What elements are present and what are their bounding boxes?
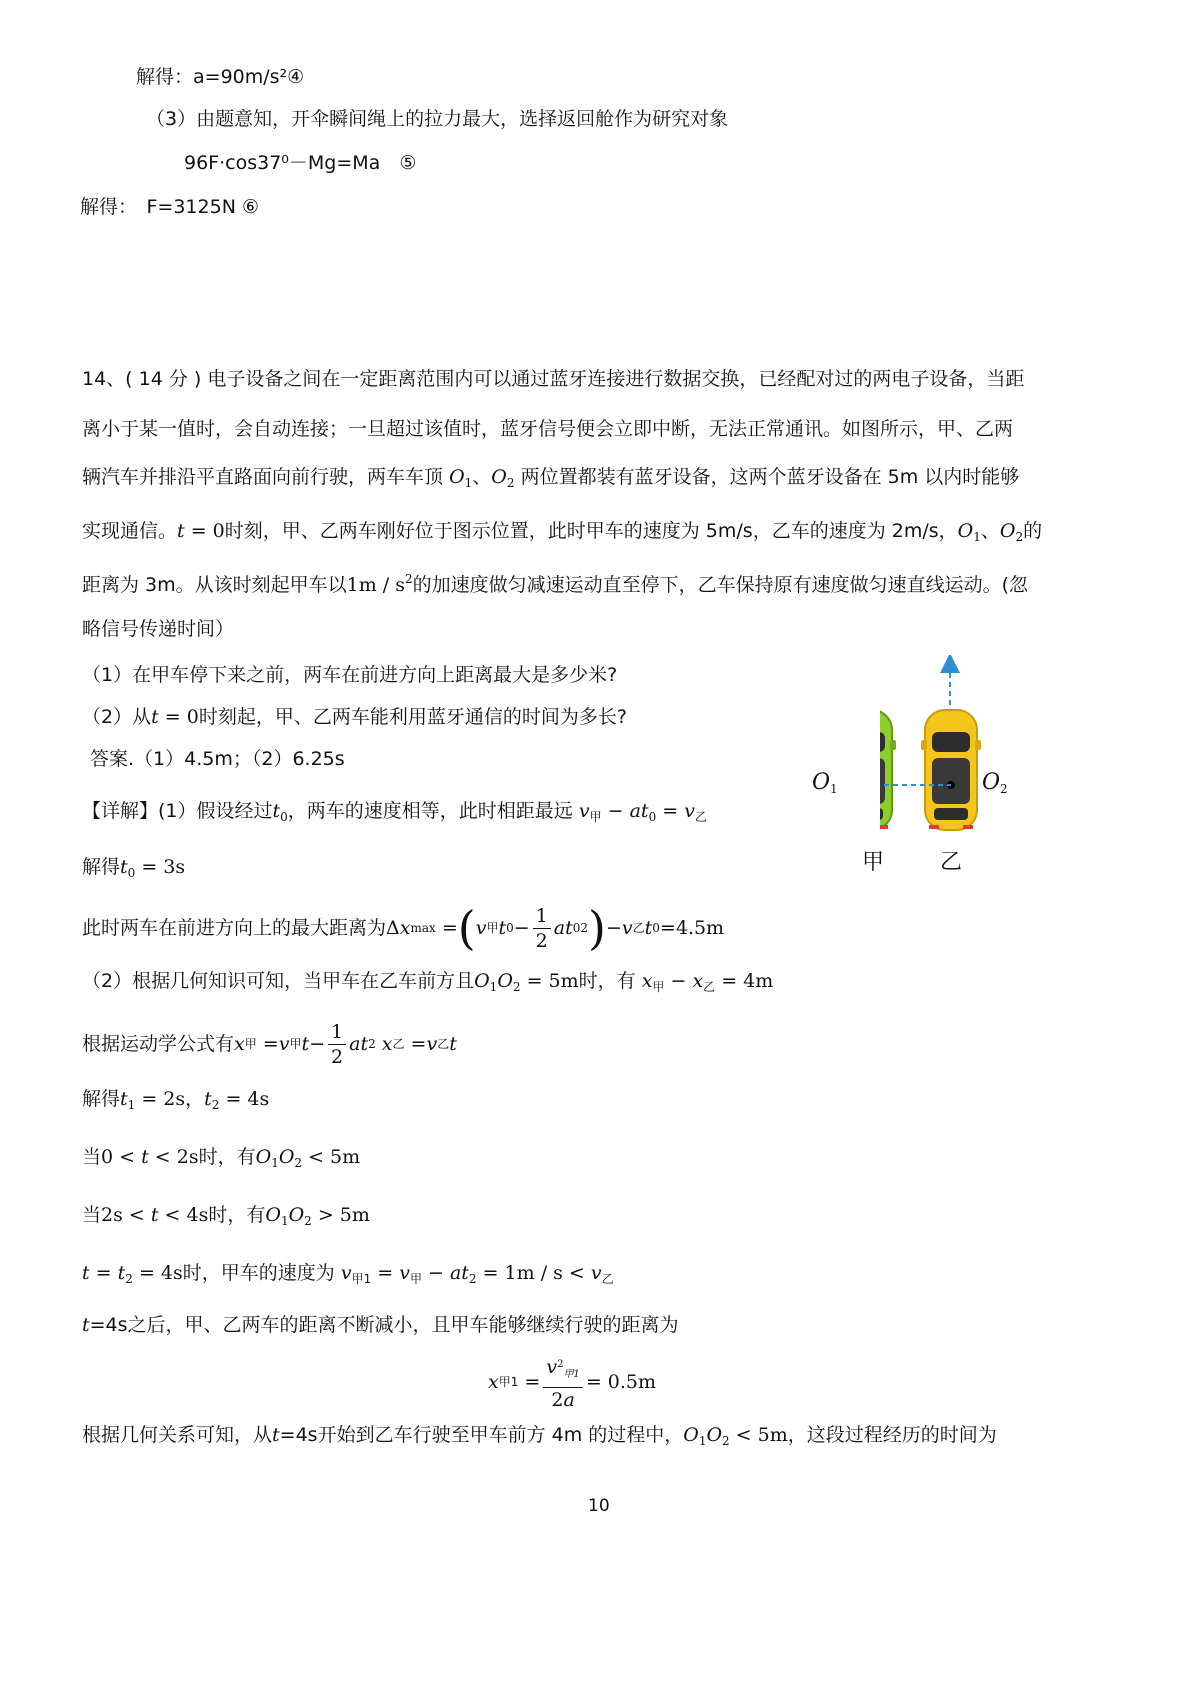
solution-line-9: $t = t_2 = 4s$时，甲车的速度为 $v_{甲1} = v_甲 - at_2 = 1m / s < v_乙$ [82, 1262, 614, 1286]
question-1: （1）在甲车停下来之前，两车在前进方向上距离最大是多少米? [82, 664, 618, 686]
solution-line-10: t=4s之后，甲、乙两车的距离不断减小，且甲车能够继续行驶的距离为 [82, 1314, 679, 1336]
solution-line-1: 【详解】(1）假设经过$t_0$，两车的速度相等，此时相距最远 $v_甲 - at_0 = v_乙$ [82, 800, 707, 824]
solution-line-11: x 甲1 = $\frac{v^2_{甲1}}{2a}$ = 0.5m [488, 1350, 656, 1414]
part3-intro: （3）由题意知，开伞瞬间绳上的拉力最大，选择返回舱作为研究对象 [146, 108, 729, 130]
solution-line-12: 根据几何关系可知，从t=4s开始到乙车行驶至甲车前方 4m 的过程中，$O_1O_2 < 5m$，这段过程经历的时间为 [82, 1424, 997, 1448]
result-a: 解得：a=90m/s²④ [136, 66, 305, 88]
o1-label: $O_1$ [812, 770, 838, 796]
question-2: （2）从t = 0时刻起，甲、乙两车能利用蓝牙通信的时间为多长? [82, 706, 627, 728]
solution-line-2: 解得$t_0 = 3s$ [82, 856, 186, 880]
solution-line-3: 此时两车在前进方向上的最大距离为 Δ x max = ( v 甲 t 0 − $\frac{1}{2}$ at 0 2 ) − v 乙 t 0 =4.5m [82, 901, 725, 955]
problem-line-4: 实现通信。t = 0时刻，甲、乙两车刚好位于图示位置，此时甲车的速度为 5m/s，乙车的速度为 2m/s，$O_1$、$O_2$的 [82, 520, 1043, 544]
solution-line-7: 当0 < t < 2s时，有$O_1O_2 < 5m$ [82, 1146, 361, 1170]
cars-diagram [880, 655, 1080, 955]
equation-5: 96F·cos37⁰－Mg=Ma ⑤ [184, 152, 417, 174]
solution-line-6: 解得$t_1 = 2s$，$t_2 = 4s$ [82, 1088, 270, 1112]
problem-line-2: 离小于某一值时，会自动连接；一旦超过该值时，蓝牙信号便会立即中断，无法正常通讯。如图所示，甲、乙两 [82, 418, 1014, 440]
solution-line-5: 根据运动学公式有 x 甲 = v 甲 t − $\frac{1}{2}$ at 2 x 乙 = v 乙 t [82, 1020, 457, 1068]
answer-line: 答案.（1）4.5m；（2）6.25s [90, 748, 345, 770]
car-yi-label: 乙 [940, 850, 963, 875]
page-number: 10 [588, 1496, 610, 1516]
car-yi [921, 710, 981, 830]
car-jia [880, 710, 896, 830]
o2-label: $O_2$ [982, 770, 1008, 796]
solution-line-8: 当2s < t < 4s时，有$O_1O_2 > 5m$ [82, 1204, 370, 1228]
problem-line-3: 辆汽车并排沿平直路面向前行驶，两车车顶 $O_1$、$O_2$ 两位置都装有蓝牙设备，这两个蓝牙设备在 5m 以内时能够 [82, 466, 1020, 490]
car-jia-label: 甲 [862, 850, 885, 875]
problem-line-5: 距离为 3m。从该时刻起甲车以$1m / s^2$的加速度做匀减速运动直至停下，乙车保持原有速度做匀速直线运动。(忽 [82, 572, 1029, 596]
problem-line-1: 14、( 14 分 ) 电子设备之间在一定距离范围内可以通过蓝牙连接进行数据交换，已经配对过的两电子设备，当距 [82, 368, 1025, 390]
result-F: 解得： F=3125N ⑥ [80, 196, 259, 218]
solution-line-4: （2）根据几何知识可知，当甲车在乙车前方且$O_1O_2 = 5m$时，有 $x_甲 - x_乙 = 4m$ [82, 970, 774, 994]
problem-line-6: 略信号传递时间） [82, 618, 235, 640]
